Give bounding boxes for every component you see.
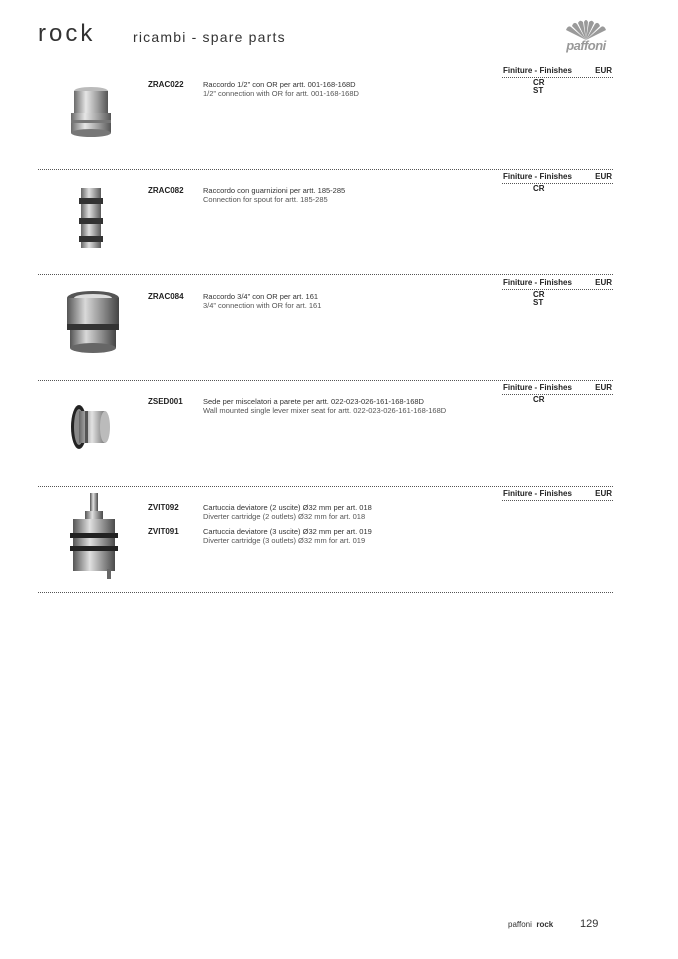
footer-brand: paffoni rock	[508, 920, 554, 929]
finish-code: ST	[533, 298, 544, 307]
finish-list	[533, 291, 545, 307]
finish-code: CR	[533, 184, 545, 193]
row-separator	[38, 169, 613, 170]
finishes-header: Finiture - Finishes EUR	[502, 278, 613, 290]
spare-part-row	[0, 278, 678, 384]
finish-list	[533, 79, 545, 95]
finishes-header: Finiture - Finishes EUR	[502, 172, 613, 184]
part-code: ZVIT091	[148, 527, 179, 536]
large-connector-part-image	[55, 284, 135, 374]
spare-part-row	[0, 489, 678, 595]
row-separator	[38, 380, 613, 381]
finish-code: CR	[533, 395, 545, 404]
finish-code: ST	[533, 86, 544, 95]
connector-part-image	[55, 78, 135, 168]
page-number: 129	[580, 918, 599, 930]
part-description: Sede per miscelatori a parete per artt. 022-023-026-161-168-168D Wall mounted single lever mixer seat for artt. 022-023-026-161-168-168D	[203, 397, 447, 415]
page-title: rock	[38, 20, 96, 47]
part-code: ZRAC082	[148, 186, 184, 195]
finishes-header: Finiture - Finishes EUR	[502, 383, 613, 395]
finishes-header: Finiture - Finishes EUR	[502, 489, 613, 501]
spare-part-row	[0, 172, 678, 278]
spare-part-row	[0, 66, 678, 172]
part-description: Raccordo con guarnizioni per artt. 185-285 Connection for spout for artt. 185-285	[203, 186, 346, 204]
part-description: Cartuccia deviatore (2 uscite) Ø32 mm per art. 018 Diverter cartridge (2 outlets) Ø32 mm for art. 018	[203, 503, 372, 521]
row-separator	[38, 592, 613, 593]
logo-wordmark: paffoni	[566, 38, 606, 53]
finish-list	[533, 396, 545, 404]
page-subtitle: ricambi - spare parts	[133, 29, 286, 45]
part-code: ZRAC022	[148, 80, 184, 89]
part-description: Raccordo 1/2” con OR per artt. 001-168-168D 1/2” connection with OR for artt. 001-168-168D	[203, 80, 359, 98]
diverter-cartridge-part-image	[55, 491, 135, 581]
finish-list	[533, 185, 545, 193]
part-code: ZSED001	[148, 397, 183, 406]
part-description: Raccordo 3/4” con OR per art. 161 3/4” connection with OR for art. 161	[203, 292, 322, 310]
row-separator	[38, 274, 613, 275]
finish-code: CR	[533, 78, 545, 87]
spare-part-row	[0, 383, 678, 489]
spout-connector-part-image	[55, 180, 135, 270]
fan-logo-icon	[556, 16, 616, 40]
finishes-header: Finiture - Finishes EUR	[502, 66, 613, 78]
part-code: ZVIT092	[148, 503, 179, 512]
mixer-seat-part-image	[55, 389, 135, 479]
row-separator	[38, 486, 613, 487]
part-description: Cartuccia deviatore (3 uscite) Ø32 mm per art. 019 Diverter cartridge (3 outlets) Ø32 mm for art. 019	[203, 527, 372, 545]
brand-logo	[556, 16, 616, 56]
finish-code: CR	[533, 290, 545, 299]
part-code: ZRAC084	[148, 292, 184, 301]
